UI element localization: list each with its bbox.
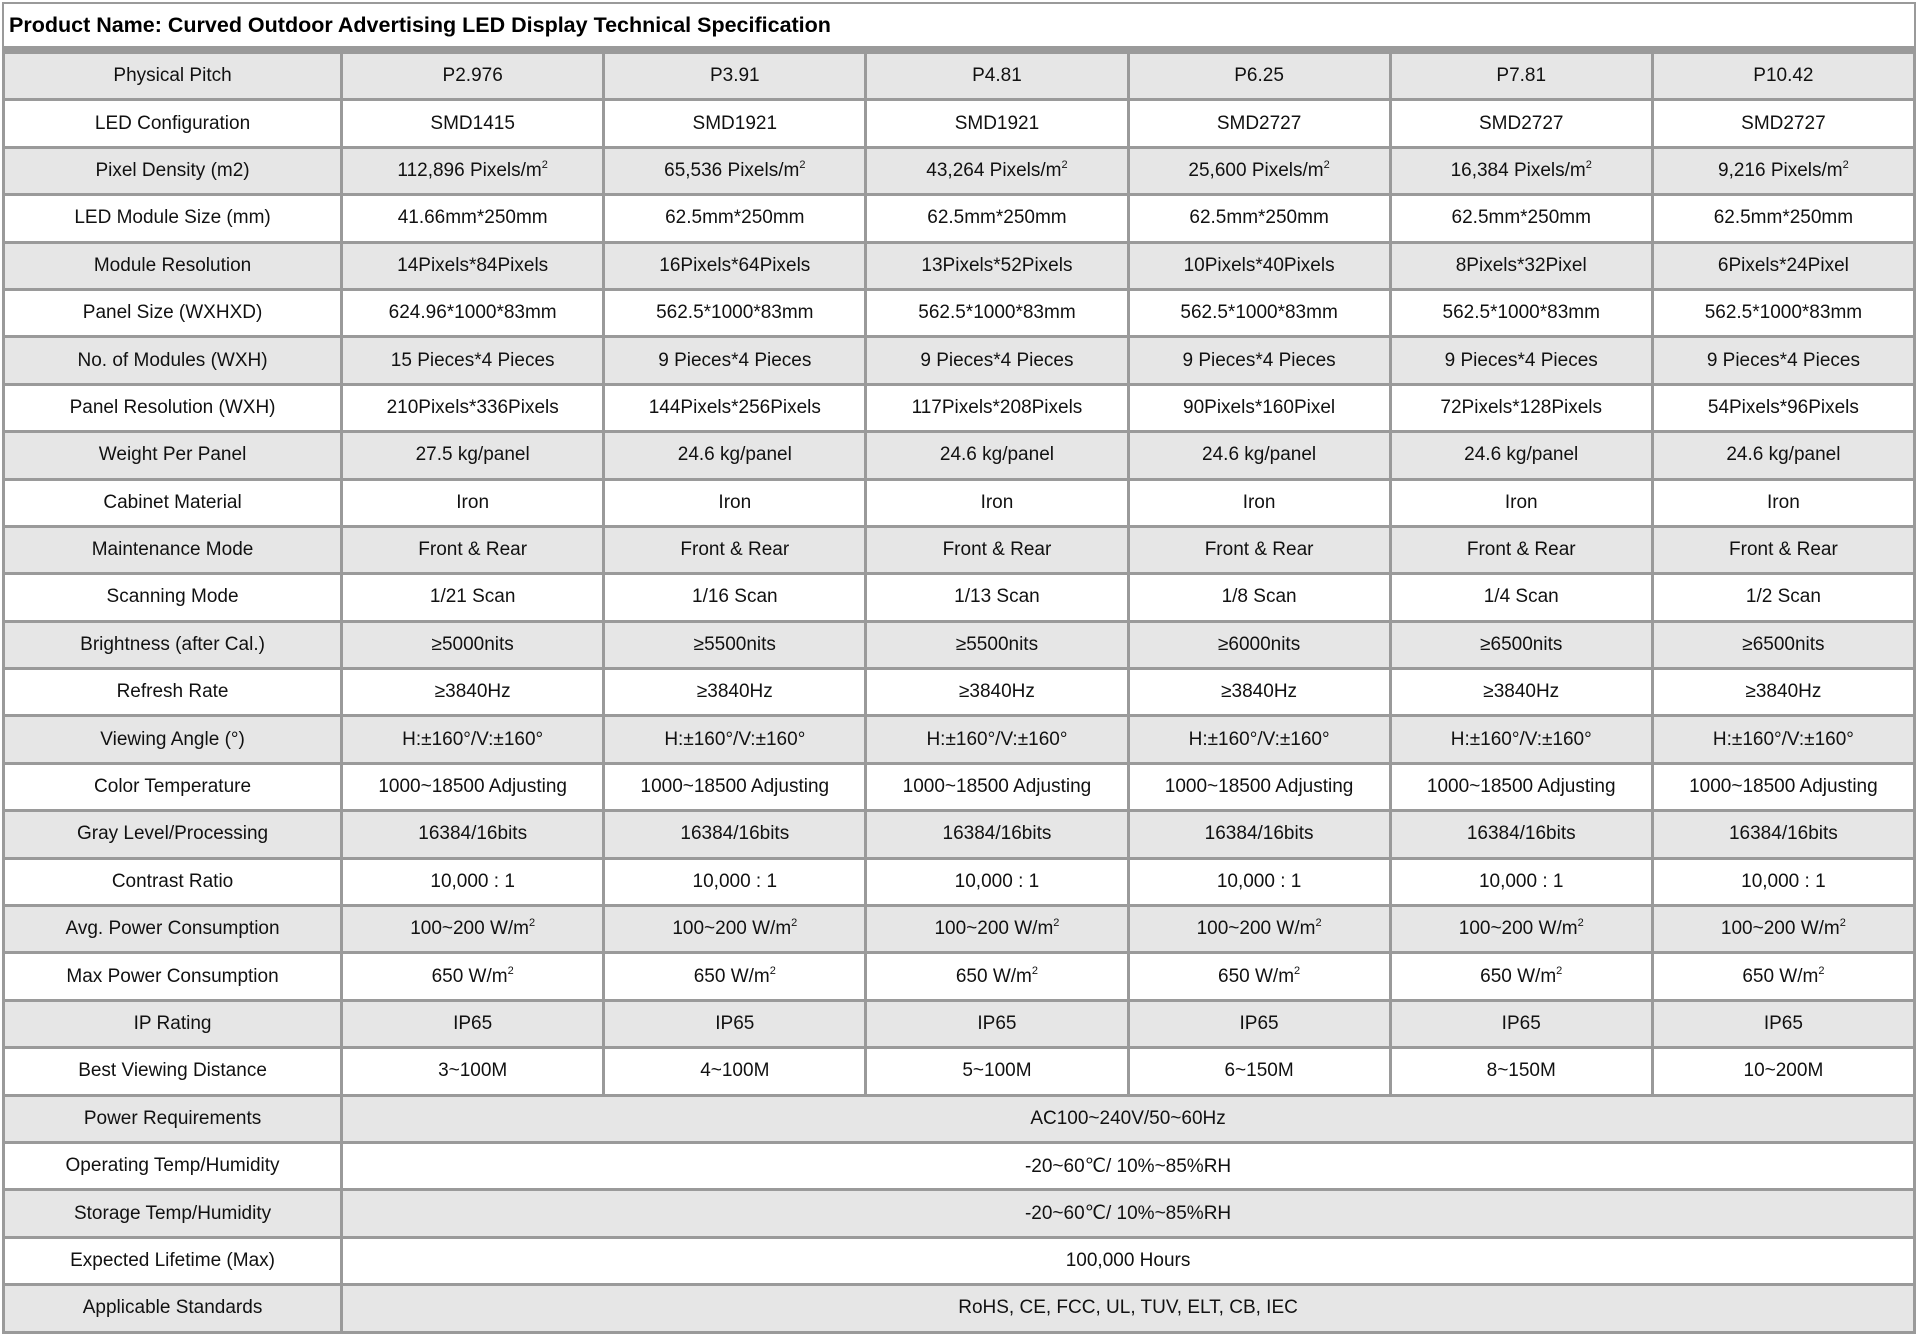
- value-cell: SMD1921: [866, 100, 1128, 147]
- row-label: Applicable Standards: [4, 1285, 342, 1332]
- row-label: Expected Lifetime (Max): [4, 1237, 342, 1284]
- value-cell: 10,000 : 1: [1390, 858, 1652, 905]
- value-cell: Iron: [1652, 479, 1914, 526]
- value-cell: SMD2727: [1390, 100, 1652, 147]
- table-row: [4, 1142, 1915, 1189]
- value-cell: Iron: [866, 479, 1128, 526]
- value-cell: ≥5500nits: [604, 621, 866, 668]
- value-cell: H:±160°/V:±160°: [1390, 716, 1652, 763]
- table-row: [4, 1237, 1915, 1284]
- value-cell: ≥3840Hz: [1128, 669, 1390, 716]
- value-cell: 16384/16bits: [604, 811, 866, 858]
- value-cell: 9 Pieces*4 Pieces: [866, 337, 1128, 384]
- table-row: [4, 289, 1915, 336]
- value-cell: ≥3840Hz: [1390, 669, 1652, 716]
- value-cell: 3~100M: [342, 1048, 604, 1095]
- value-cell: 90Pixels*160Pixel: [1128, 384, 1390, 431]
- value-cell: H:±160°/V:±160°: [1652, 716, 1914, 763]
- value-cell: 8~150M: [1390, 1048, 1652, 1095]
- value-cell: 1/2 Scan: [1652, 574, 1914, 621]
- value-cell: 41.66mm*250mm: [342, 195, 604, 242]
- value-cell: 100~200 $W/m^2$: [1128, 906, 1390, 953]
- value-cell: ≥6000nits: [1128, 621, 1390, 668]
- value-cell: SMD2727: [1128, 100, 1390, 147]
- value-cell: P7.81: [1390, 53, 1652, 100]
- value-cell: IP65: [866, 1000, 1128, 1047]
- row-label: Operating Temp/Humidity: [4, 1142, 342, 1189]
- table-row: [4, 53, 1915, 100]
- row-label: Cabinet Material: [4, 479, 342, 526]
- value-cell: P4.81: [866, 53, 1128, 100]
- value-cell: ≥6500nits: [1652, 621, 1914, 668]
- value-cell: 62.5mm*250mm: [866, 195, 1128, 242]
- value-cell: Front & Rear: [1390, 526, 1652, 573]
- value-cell: Iron: [604, 479, 866, 526]
- table-row: [4, 858, 1915, 905]
- row-label: LED Configuration: [4, 100, 342, 147]
- table-row: [4, 1285, 1915, 1332]
- table-row: [4, 621, 1915, 668]
- value-cell: 562.5*1000*83mm: [1128, 289, 1390, 336]
- value-cell: 1000~18500 Adjusting: [1652, 763, 1914, 810]
- table-row: [4, 763, 1915, 810]
- value-cell: 624.96*1000*83mm: [342, 289, 604, 336]
- value-cell: H:±160°/V:±160°: [1128, 716, 1390, 763]
- value-cell: 100~200 $W/m^2$: [604, 906, 866, 953]
- value-cell: 562.5*1000*83mm: [1390, 289, 1652, 336]
- row-label: Panel Resolution (WXH): [4, 384, 342, 431]
- value-cell: 1/16 Scan: [604, 574, 866, 621]
- table-row: [4, 906, 1915, 953]
- row-label: Avg. Power Consumption: [4, 906, 342, 953]
- value-cell: SMD1921: [604, 100, 866, 147]
- value-cell: 1000~18500 Adjusting: [1390, 763, 1652, 810]
- value-cell: 562.5*1000*83mm: [604, 289, 866, 336]
- value-cell: 9 Pieces*4 Pieces: [1652, 337, 1914, 384]
- value-cell: 16,384 Pixels/$m^2$: [1390, 147, 1652, 194]
- table-row: [4, 953, 1915, 1000]
- row-label: Storage Temp/Humidity: [4, 1190, 342, 1237]
- value-cell: 650 $W/m^2$: [604, 953, 866, 1000]
- value-cell: ≥6500nits: [1390, 621, 1652, 668]
- value-cell: 562.5*1000*83mm: [866, 289, 1128, 336]
- value-cell: 10,000 : 1: [866, 858, 1128, 905]
- value-cell: 16384/16bits: [866, 811, 1128, 858]
- value-cell: ≥3840Hz: [604, 669, 866, 716]
- row-label: Contrast Ratio: [4, 858, 342, 905]
- value-cell: 650 $W/m^2$: [342, 953, 604, 1000]
- table-row: [4, 811, 1915, 858]
- value-cell: Front & Rear: [1128, 526, 1390, 573]
- value-cell: Iron: [1128, 479, 1390, 526]
- value-cell: 16384/16bits: [1390, 811, 1652, 858]
- value-cell: Iron: [1390, 479, 1652, 526]
- value-cell: 1000~18500 Adjusting: [866, 763, 1128, 810]
- row-label: Viewing Angle (°): [4, 716, 342, 763]
- value-cell: 1000~18500 Adjusting: [342, 763, 604, 810]
- value-cell: 10,000 : 1: [1652, 858, 1914, 905]
- spec-title: Product Name: Curved Outdoor Advertising LED Display Technical Specification: [2, 2, 1916, 51]
- value-cell: Front & Rear: [866, 526, 1128, 573]
- value-cell: Iron: [342, 479, 604, 526]
- table-row: [4, 432, 1915, 479]
- row-label: IP Rating: [4, 1000, 342, 1047]
- merged-value-cell: -20~60℃/ 10%~85%RH: [342, 1142, 1915, 1189]
- row-label: Module Resolution: [4, 242, 342, 289]
- value-cell: P10.42: [1652, 53, 1914, 100]
- value-cell: Front & Rear: [604, 526, 866, 573]
- table-row: [4, 526, 1915, 573]
- row-label: Power Requirements: [4, 1095, 342, 1142]
- value-cell: 10Pixels*40Pixels: [1128, 242, 1390, 289]
- row-label: Pixel Density (m2): [4, 147, 342, 194]
- value-cell: 16384/16bits: [342, 811, 604, 858]
- value-cell: 27.5 kg/panel: [342, 432, 604, 479]
- row-label: Scanning Mode: [4, 574, 342, 621]
- value-cell: 210Pixels*336Pixels: [342, 384, 604, 431]
- table-row: [4, 669, 1915, 716]
- value-cell: ≥5500nits: [866, 621, 1128, 668]
- spec-table: [2, 51, 1916, 1334]
- value-cell: 1/8 Scan: [1128, 574, 1390, 621]
- value-cell: SMD1415: [342, 100, 604, 147]
- value-cell: 562.5*1000*83mm: [1652, 289, 1914, 336]
- value-cell: 650 $W/m^2$: [866, 953, 1128, 1000]
- value-cell: 16Pixels*64Pixels: [604, 242, 866, 289]
- value-cell: P6.25: [1128, 53, 1390, 100]
- table-row: [4, 147, 1915, 194]
- value-cell: 9 Pieces*4 Pieces: [1390, 337, 1652, 384]
- value-cell: P3.91: [604, 53, 866, 100]
- table-row: [4, 100, 1915, 147]
- value-cell: IP65: [1390, 1000, 1652, 1047]
- value-cell: 16384/16bits: [1652, 811, 1914, 858]
- value-cell: H:±160°/V:±160°: [866, 716, 1128, 763]
- table-row: [4, 1048, 1915, 1095]
- value-cell: 62.5mm*250mm: [1390, 195, 1652, 242]
- value-cell: 14Pixels*84Pixels: [342, 242, 604, 289]
- value-cell: 6Pixels*24Pixel: [1652, 242, 1914, 289]
- row-label: Brightness (after Cal.): [4, 621, 342, 668]
- value-cell: 24.6 kg/panel: [1390, 432, 1652, 479]
- value-cell: ≥5000nits: [342, 621, 604, 668]
- row-label: Max Power Consumption: [4, 953, 342, 1000]
- value-cell: 24.6 kg/panel: [1652, 432, 1914, 479]
- table-row: [4, 242, 1915, 289]
- value-cell: 100~200 $W/m^2$: [866, 906, 1128, 953]
- table-row: [4, 479, 1915, 526]
- row-label: Refresh Rate: [4, 669, 342, 716]
- value-cell: 9,216 Pixels/$m^2$: [1652, 147, 1914, 194]
- value-cell: 9 Pieces*4 Pieces: [1128, 337, 1390, 384]
- value-cell: 10,000 : 1: [342, 858, 604, 905]
- value-cell: 54Pixels*96Pixels: [1652, 384, 1914, 431]
- value-cell: 65,536 Pixels/$m^2$: [604, 147, 866, 194]
- value-cell: 650 $W/m^2$: [1390, 953, 1652, 1000]
- value-cell: 1/13 Scan: [866, 574, 1128, 621]
- table-row: [4, 1000, 1915, 1047]
- value-cell: IP65: [342, 1000, 604, 1047]
- value-cell: 4~100M: [604, 1048, 866, 1095]
- table-row: [4, 1190, 1915, 1237]
- table-row: [4, 1095, 1915, 1142]
- value-cell: 24.6 kg/panel: [1128, 432, 1390, 479]
- value-cell: 10~200M: [1652, 1048, 1914, 1095]
- value-cell: 62.5mm*250mm: [1128, 195, 1390, 242]
- value-cell: H:±160°/V:±160°: [342, 716, 604, 763]
- merged-value-cell: RoHS, CE, FCC, UL, TUV, ELT, CB, IEC: [342, 1285, 1915, 1332]
- row-label: Panel Size (WXHXD): [4, 289, 342, 336]
- value-cell: 10,000 : 1: [604, 858, 866, 905]
- row-label: Maintenance Mode: [4, 526, 342, 573]
- table-row: [4, 195, 1915, 242]
- merged-value-cell: -20~60℃/ 10%~85%RH: [342, 1190, 1915, 1237]
- value-cell: 16384/16bits: [1128, 811, 1390, 858]
- value-cell: 5~100M: [866, 1048, 1128, 1095]
- row-label: No. of Modules (WXH): [4, 337, 342, 384]
- value-cell: 8Pixels*32Pixel: [1390, 242, 1652, 289]
- value-cell: ≥3840Hz: [342, 669, 604, 716]
- value-cell: ≥3840Hz: [866, 669, 1128, 716]
- spec-table-body: [4, 53, 1915, 1333]
- value-cell: 144Pixels*256Pixels: [604, 384, 866, 431]
- row-label: Weight Per Panel: [4, 432, 342, 479]
- value-cell: 100~200 $W/m^2$: [342, 906, 604, 953]
- table-row: [4, 716, 1915, 763]
- row-label: Best Viewing Distance: [4, 1048, 342, 1095]
- value-cell: 62.5mm*250mm: [604, 195, 866, 242]
- value-cell: Front & Rear: [342, 526, 604, 573]
- merged-value-cell: AC100~240V/50~60Hz: [342, 1095, 1915, 1142]
- value-cell: 43,264 Pixels/$m^2$: [866, 147, 1128, 194]
- value-cell: 62.5mm*250mm: [1652, 195, 1914, 242]
- value-cell: ≥3840Hz: [1652, 669, 1914, 716]
- value-cell: 112,896 Pixels/$m^2$: [342, 147, 604, 194]
- row-label: Color Temperature: [4, 763, 342, 810]
- table-row: [4, 384, 1915, 431]
- value-cell: SMD2727: [1652, 100, 1914, 147]
- row-label: Physical Pitch: [4, 53, 342, 100]
- value-cell: 650 $W/m^2$: [1652, 953, 1914, 1000]
- value-cell: Front & Rear: [1652, 526, 1914, 573]
- value-cell: IP65: [1652, 1000, 1914, 1047]
- value-cell: 24.6 kg/panel: [866, 432, 1128, 479]
- value-cell: P2.976: [342, 53, 604, 100]
- value-cell: 1000~18500 Adjusting: [1128, 763, 1390, 810]
- value-cell: IP65: [604, 1000, 866, 1047]
- value-cell: IP65: [1128, 1000, 1390, 1047]
- row-label: Gray Level/Processing: [4, 811, 342, 858]
- table-row: [4, 337, 1915, 384]
- value-cell: 650 $W/m^2$: [1128, 953, 1390, 1000]
- value-cell: 6~150M: [1128, 1048, 1390, 1095]
- value-cell: 72Pixels*128Pixels: [1390, 384, 1652, 431]
- value-cell: 13Pixels*52Pixels: [866, 242, 1128, 289]
- value-cell: 24.6 kg/panel: [604, 432, 866, 479]
- merged-value-cell: 100,000 Hours: [342, 1237, 1915, 1284]
- value-cell: 1/4 Scan: [1390, 574, 1652, 621]
- value-cell: 10,000 : 1: [1128, 858, 1390, 905]
- table-row: [4, 574, 1915, 621]
- value-cell: 100~200 $W/m^2$: [1652, 906, 1914, 953]
- value-cell: 25,600 Pixels/$m^2$: [1128, 147, 1390, 194]
- value-cell: 1000~18500 Adjusting: [604, 763, 866, 810]
- value-cell: 117Pixels*208Pixels: [866, 384, 1128, 431]
- value-cell: 100~200 $W/m^2$: [1390, 906, 1652, 953]
- value-cell: 1/21 Scan: [342, 574, 604, 621]
- value-cell: 9 Pieces*4 Pieces: [604, 337, 866, 384]
- row-label: LED Module Size (mm): [4, 195, 342, 242]
- value-cell: 15 Pieces*4 Pieces: [342, 337, 604, 384]
- value-cell: H:±160°/V:±160°: [604, 716, 866, 763]
